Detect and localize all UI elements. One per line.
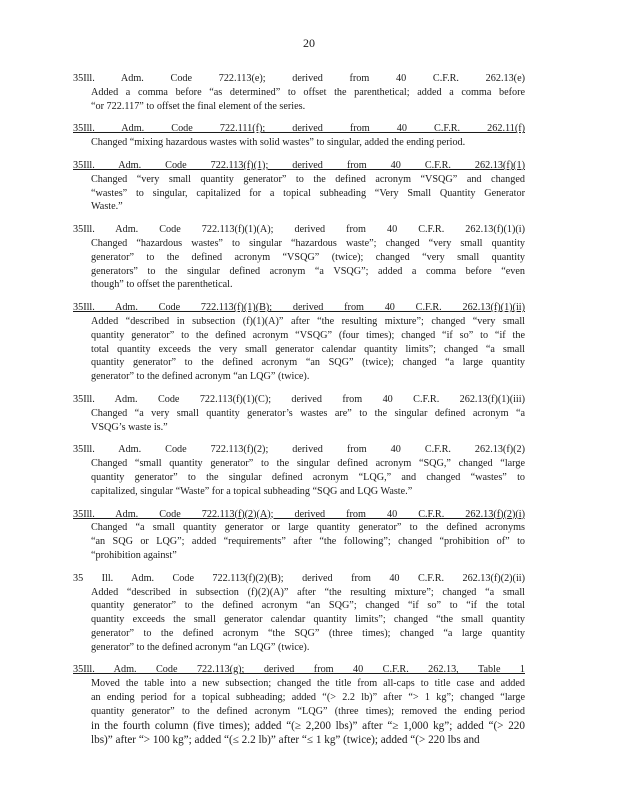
entry-text-line: total quantity exceeds the very small generator calendar quantity limits”; changed “a small — [91, 343, 525, 355]
entry-heading: 35Ill. Adm. Code 722.111(f); derived from 40 C.F.R. 262.11(f) — [73, 123, 525, 135]
entry-text-line: generator” to the defined acronym “an LQG” (twice). — [91, 641, 310, 653]
entry-text-line: Changed “very small quantity generator” to the defined acronym “VSQG” and changed — [91, 173, 525, 185]
regulation-entry — [73, 572, 525, 655]
entry-heading: 35Ill. Adm. Code 722.113(f)(1); derived from 40 C.F.R. 262.13(f)(1) — [73, 159, 525, 171]
regulation-entry — [73, 301, 525, 384]
regulation-entry — [73, 508, 525, 563]
entry-text-line: generators” to the singular defined acronym “a VSQG”; added a comma before “even — [91, 265, 525, 277]
entry-text-line: in the fourth column (five times); added “(≥ 2,200 lbs)” after “≥ 1,000 kg”; added “(> 220 — [91, 719, 525, 732]
entry-text-line: Added “described in subsection (f)(1)(A)” after “the resulting mixture”; changed “very small — [91, 315, 525, 327]
entry-text-line: quantity generator” to the defined acronym “an SQG” (twice); changed “a large quantity — [91, 357, 525, 369]
regulation-entry — [73, 122, 525, 150]
entry-text-line: Changed “a very small quantity generator’s wastes are” to the singular defined acronym “a — [91, 407, 525, 419]
document-body — [73, 72, 525, 756]
entry-text-line: Changed “hazardous wastes” to singular “hazardous waste”; changed “very small quantity — [91, 237, 525, 249]
entry-text-line: Waste.” — [91, 201, 123, 213]
entry-text-line: generator” to the defined acronym “VSQG” (twice); changed “very small quantity — [91, 251, 525, 263]
entry-text-line: Added “described in subsection (f)(2)(A)” after “the resulting mixture”; changed “a small — [91, 586, 525, 598]
entry-text-line: an ending period for a topical subheading; added “(> 2.2 lb)” after “> 1 kg”; changed “large — [91, 692, 525, 704]
entry-text-line: generator” to the defined acronym “an LQG” (twice). — [91, 371, 310, 383]
regulation-entry — [73, 72, 525, 113]
entry-text-line: “prohibition against” — [91, 549, 177, 561]
entry-text-line: Changed “a small quantity generator or large quantity generator” to the defined acronyms — [91, 522, 525, 534]
entry-text-line: quantity generator” to the defined acronym “an SQG”; changed “if so” to “if the total — [91, 600, 525, 612]
entry-text-line: lbs)” after “> 100 kg”; added “(≤ 2.2 lb)” after “≤ 1 kg” (twice); added “(> 220 lbs and — [91, 733, 480, 746]
entry-text-line: “an SQG or LQG”; added “requirements” after “the following”; changed “prohibition of” to — [91, 536, 525, 548]
entry-heading: 35 Ill. Adm. Code 722.113(f)(2)(B); derived from 40 C.F.R. 262.13(f)(2)(ii) — [73, 572, 525, 584]
entry-text-line: quantity exceeds the small generator calendar quantity limits”; changed “the small quantity — [91, 614, 525, 626]
regulation-entry — [73, 393, 525, 434]
entry-heading: 35Ill. Adm. Code 722.113(g); derived from 40 C.F.R. 262.13, Table 1 — [73, 664, 525, 676]
entry-text-line: Added a comma before “as determined” to offset the parenthetical; added a comma before — [91, 86, 525, 98]
entry-heading: 35Ill. Adm. Code 722.113(f)(1)(C); derived from 40 C.F.R. 262.13(f)(1)(iii) — [73, 393, 525, 405]
regulation-entry — [73, 443, 525, 498]
entry-text-line: quantity generator” to the singular defined acronym “LQG,” and changed “wastes” to — [91, 471, 525, 483]
entry-text-line: Moved the table into a new subsection; changed the title from all-caps to title case and added — [91, 678, 525, 690]
entry-heading: 35Ill. Adm. Code 722.113(f)(1)(A); derived from 40 C.F.R. 262.13(f)(1)(i) — [73, 224, 525, 236]
entry-heading: 35Ill. Adm. Code 722.113(f)(2)(A); derived from 40 C.F.R. 262.13(f)(2)(i) — [73, 508, 525, 520]
entry-text-line: VSQG’s waste is.” — [91, 421, 168, 433]
page-number: 20 — [303, 36, 315, 50]
regulation-entry — [73, 223, 525, 292]
regulation-entry — [73, 159, 525, 214]
entry-text-line: “wastes” to singular, capitalized for a topical subheading “Very Small Quantity Generator — [91, 187, 525, 199]
entry-heading: 35Ill. Adm. Code 722.113(e); derived from 40 C.F.R. 262.13(e) — [73, 73, 525, 84]
entry-text-line: though” to offset the parenthetical. — [91, 279, 233, 291]
entry-text-line: Changed “mixing hazardous wastes with solid wastes” to singular, added the ending period. — [91, 137, 466, 149]
entry-text-line: quantity generator” to the defined acronym “LQG” (three times); removed the ending period — [91, 705, 525, 717]
entry-text-line: Changed “small quantity generator” to the singular defined acronym “SQG,” changed “large — [91, 458, 525, 470]
entry-heading: 35Ill. Adm. Code 722.113(f)(1)(B); derived from 40 C.F.R. 262.13(f)(1)(ii) — [73, 302, 525, 314]
regulation-entry — [73, 663, 525, 747]
entry-heading: 35Ill. Adm. Code 722.113(f)(2); derived from 40 C.F.R. 262.13(f)(2) — [73, 444, 525, 456]
entry-text-line: “or 722.117” to offset the final element of the series. — [91, 100, 306, 112]
entry-text-line: quantity generator” to the defined acronym “VSQG” (four times); changed “if so” to “if the — [91, 329, 525, 341]
entry-text-line: generator” to the defined acronym “the SQG” (three times); changed “a large quantity — [91, 627, 525, 639]
entry-text-line: capitalized, singular “Waste” for a topical subheading “SQG and LQG Waste.” — [91, 485, 413, 497]
